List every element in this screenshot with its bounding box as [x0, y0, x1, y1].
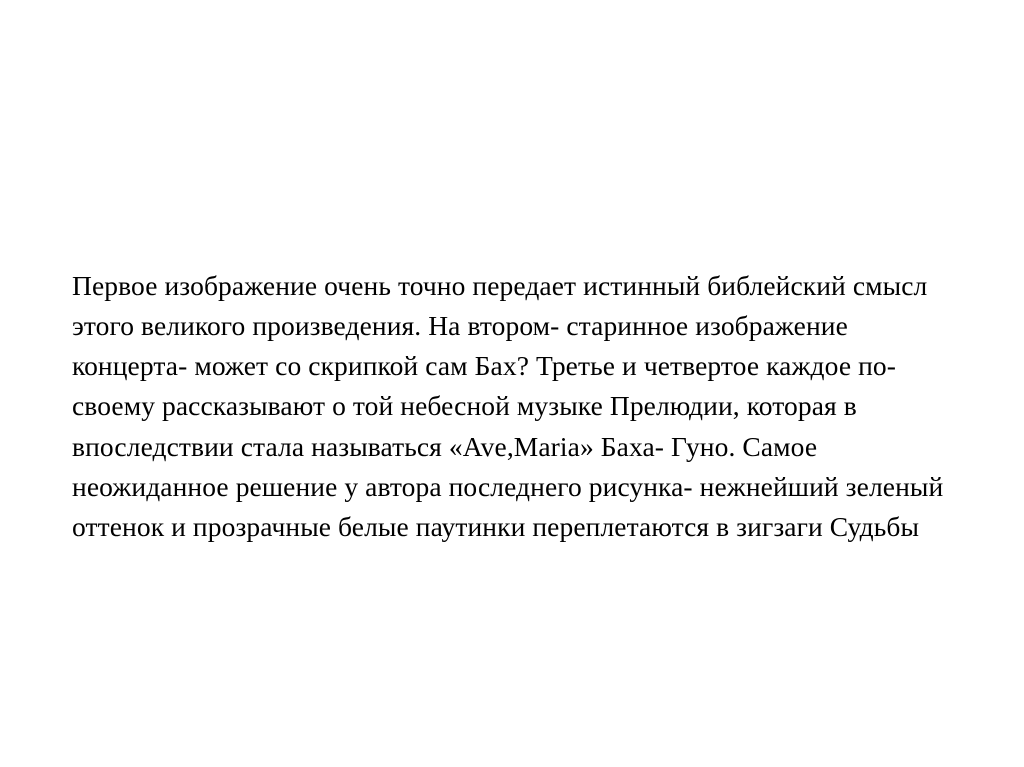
slide-body-text: Первое изображение очень точно передает истинный библейский смысл этого великого произведения. На втором- старинное изображение концерта- может со скрипкой сам Бах? Третье и четвертое каждое по- своему рассказывают о той небесной музыке Прелюдии, которая в впоследствии стала называться «Ave,Maria» Баха- Гуно. Самое неожиданное решение у автора последнего рисунка- нежнейший зеленый оттенок и прозрачные белые паутинки переплетаются в зигзаги Судьбы [72, 269, 951, 543]
